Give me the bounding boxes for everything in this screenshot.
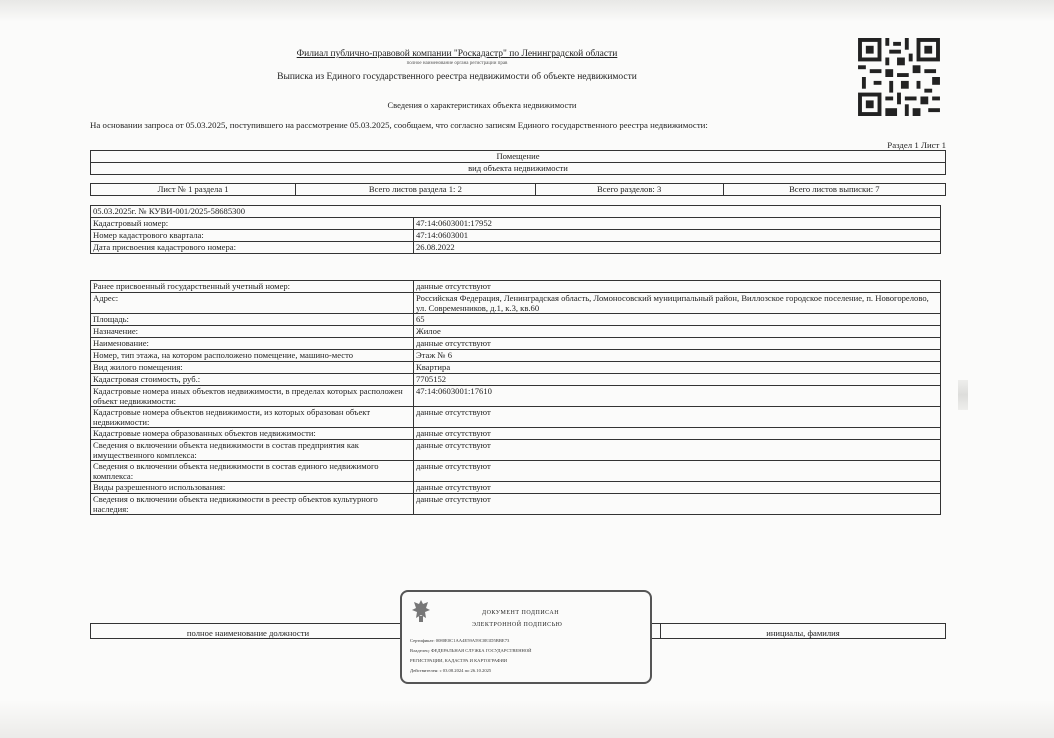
stamp-line-2: ЭЛЕКТРОННОЙ ПОДПИСЬЮ [472,622,563,628]
row-key: Сведения о включении объекта недвижимости в реестр объектов культурного наследия: [91,494,414,515]
row-key: Кадастровый номер: [91,218,414,230]
request-reference: 05.03.2025г. № КУВИ-001/2025-58685300 [91,206,941,218]
row-value: Квартира [414,362,941,374]
row-value: данные отсутствуют [414,494,941,515]
row-value: данные отсутствуют [414,428,941,440]
row-value: данные отсутствуют [414,482,941,494]
table-row [91,326,941,338]
row-key: Назначение: [91,326,414,338]
stamp-owner-2: РЕГИСТРАЦИИ, КАДАСТРА И КАРТОГРАФИИ [410,658,508,663]
organization-caption: полное наименование органа регистрации прав [406,61,508,66]
object-type-value: Помещение [91,151,946,163]
stamp-certificate: Сертификат: 0080E0C1AA4E59A59C0E1D5BBE73 [410,638,510,643]
row-key: Сведения о включении объекта недвижимости в состав единого недвижимого комплекса: [91,461,414,482]
scan-edge-top [0,0,1054,22]
sheets-table [90,183,946,196]
row-value: 26.08.2022 [414,242,941,254]
row-key: Площадь: [91,314,414,326]
scan-artifact [958,380,968,410]
stamp-line-1: ДОКУМЕНТ ПОДПИСАН [482,610,560,616]
table-row [91,362,941,374]
table-row [91,350,941,362]
row-key: Сведения о включении объекта недвижимости в состав предприятия как имущественного комплекса: [91,440,414,461]
table-row [91,281,941,293]
row-value: Этаж № 6 [414,350,941,362]
row-value: данные отсутствуют [414,407,941,428]
row-key: Дата присвоения кадастрового номера: [91,242,414,254]
row-key: Вид жилого помещения: [91,362,414,374]
table-row [91,386,941,407]
row-value: Жилое [414,326,941,338]
scan-edge-bottom [0,700,1054,738]
row-key: Ранее присвоенный государственный учетный номер: [91,281,414,293]
table-row [91,440,941,461]
object-type-caption: вид объекта недвижимости [91,163,946,175]
table-row [91,242,941,254]
row-value: 47:14:0603001:17610 [414,386,941,407]
cadastral-table [90,205,941,254]
organization-name: Филиал публично-правовой компании "Роскадастр" по Ленинградской области [296,49,618,59]
row-value: Российская Федерация, Ленинградская область, Ломоносовский муниципальный район, Виллозское городское поселение, п. Новогорелово, ул. Современников, д.1, к.3, кв.60 [414,293,941,314]
section-title: Сведения о характеристиках объекта недвижимости [387,100,577,110]
qr-code-icon [858,38,940,116]
row-value: данные отсутствуют [414,461,941,482]
sheets-in-section: Всего листов раздела 1: 2 [296,184,535,196]
characteristics-table [90,280,941,515]
basis-text: На основании запроса от 05.03.2025, поступившего на рассмотрение 05.03.2025, сообщаем, что согласно записям Единого государственного реестра недвижимости: [90,120,708,130]
sheet-number: Лист № 1 раздела 1 [91,184,296,196]
eagle-emblem-icon [410,598,432,624]
row-key: Кадастровые номера иных объектов недвижимости, в пределах которых расположен объект недвижимости: [91,386,414,407]
stamp-owner-1: Владелец: ФЕДЕРАЛЬНАЯ СЛУЖБА ГОСУДАРСТВЕННОЙ [410,648,532,653]
electronic-signature-stamp [400,590,652,684]
position-caption: полное наименование должности [91,624,406,639]
row-value: 47:14:0603001 [414,230,941,242]
row-value: данные отсутствуют [414,440,941,461]
table-row [91,482,941,494]
table-row [91,461,941,482]
table-row [91,293,941,314]
row-key: Адрес: [91,293,414,314]
name-caption: инициалы, фамилия [661,624,946,639]
row-key: Номер, тип этажа, на котором расположено помещение, машино-место [91,350,414,362]
row-key: Наименование: [91,338,414,350]
row-value: данные отсутствуют [414,338,941,350]
row-value: данные отсутствуют [414,281,941,293]
table-row [91,494,941,515]
table-row [91,218,941,230]
table-row [91,428,941,440]
stamp-validity: Действителен: с 03.08.2024 по 26.10.2025 [410,668,492,673]
row-key: Кадастровые номера объектов недвижимости, из которых образован объект недвижимости: [91,407,414,428]
table-row [91,374,941,386]
table-row [91,407,941,428]
row-key: Кадастровая стоимость, руб.: [91,374,414,386]
row-key: Номер кадастрового квартала: [91,230,414,242]
object-type-table [90,150,946,175]
table-row [91,314,941,326]
table-row [91,338,941,350]
sheets-total: Всего листов выписки: 7 [723,184,945,196]
section-number: Раздел 1 Лист 1 [887,140,946,150]
row-key: Виды разрешенного использования: [91,482,414,494]
row-value: 65 [414,314,941,326]
row-key: Кадастровые номера образованных объектов недвижимости: [91,428,414,440]
table-row [91,230,941,242]
row-value: 7705152 [414,374,941,386]
extract-title: Выписка из Единого государственного реестра недвижимости об объекте недвижимости [277,72,637,82]
sections-total: Всего разделов: 3 [535,184,723,196]
row-value: 47:14:0603001:17952 [414,218,941,230]
